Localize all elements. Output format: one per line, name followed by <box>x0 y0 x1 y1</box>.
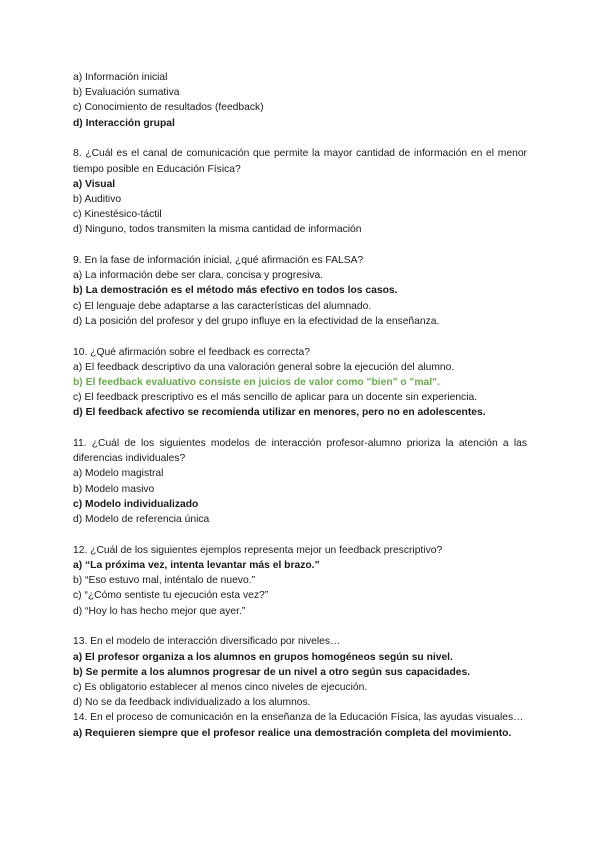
q7-option-b: b) Evaluación sumativa <box>73 87 180 99</box>
question-9 <box>73 253 527 329</box>
q9-option-d: d) La posición del profesor y del grupo influye en la efectividad de la enseñanza. <box>73 315 440 327</box>
question-14 <box>73 710 527 740</box>
q11-option-c: c) Modelo individualizado <box>73 498 199 510</box>
q11-option-b: b) Modelo masivo <box>73 483 155 495</box>
q8-option-b: b) Auditivo <box>73 193 122 205</box>
question-7-options <box>73 70 527 131</box>
q12-option-a: a) “La próxima vez, intenta levantar más el brazo.” <box>73 559 320 571</box>
question-13 <box>73 634 527 710</box>
q11-option-d: d) Modelo de referencia única <box>73 514 210 526</box>
question-10 <box>73 345 527 421</box>
q8-question-text: 8. ¿Cuál es el canal de comunicación que permite la mayor cantidad de información en el menor tiempo posible en Educación Física? <box>73 148 527 175</box>
q8-option-a: a) Visual <box>73 178 116 190</box>
q13-option-a: a) El profesor organiza a los alumnos en grupos homogéneos según su nivel. <box>73 651 453 663</box>
q7-option-a: a) Información inicial <box>73 72 168 83</box>
q13-option-b: b) Se permite a los alumnos progresar de un nivel a otro según sus capacidades. <box>73 666 471 678</box>
q13-option-c: c) Es obligatorio establecer al menos cinco niveles de ejecución. <box>73 681 368 693</box>
q9-option-a: a) La información debe ser clara, concisa y progresiva. <box>73 270 324 282</box>
q12-option-c: c) “¿Cómo sentiste tu ejecución esta vez?” <box>73 590 269 602</box>
q10-question-text: 10. ¿Qué afirmación sobre el feedback es correcta? <box>73 346 310 358</box>
q11-question-text: 11. ¿Cuál de los siguientes modelos de interacción profesor-alumno prioriza la atención a las diferencias individuales? <box>73 438 527 465</box>
q10-option-d: d) El feedback afectivo se recomienda utilizar en menores, pero no en adolescentes. <box>73 407 486 419</box>
q7-option-c: c) Conocimiento de resultados (feedback) <box>73 102 264 114</box>
q12-option-b: b) “Eso estuvo mal, inténtalo de nuevo.” <box>73 575 256 587</box>
q9-option-c: c) El lenguaje debe adaptarse a las características del alumnado. <box>73 300 372 312</box>
document-page <box>73 70 527 741</box>
q14-question-text: 14. En el proceso de comunicación en la enseñanza de la Educación Física, las ayudas visuales… <box>73 712 524 724</box>
q12-option-d: d) “Hoy lo has hecho mejor que ayer.” <box>73 605 246 617</box>
q8-option-d: d) Ninguno, todos transmiten la misma cantidad de información <box>73 224 362 236</box>
q8-option-c: c) Kinestésico-táctil <box>73 209 162 221</box>
q13-option-d: d) No se da feedback individualizado a los alumnos. <box>73 697 311 709</box>
question-8 <box>73 146 527 237</box>
q12-question-text: 12. ¿Cuál de los siguientes ejemplos representa mejor un feedback prescriptivo? <box>73 544 443 556</box>
question-12 <box>73 543 527 619</box>
q9-question-text: 9. En la fase de información inicial, ¿qué afirmación es FALSA? <box>73 255 364 267</box>
q7-option-d: d) Interacción grupal <box>73 117 175 129</box>
q11-option-a: a) Modelo magistral <box>73 468 164 480</box>
q10-option-c: c) El feedback prescriptivo es el más sencillo de aplicar para un docente sin experiencia. <box>73 392 478 404</box>
q14-option-a: a) Requieren siempre que el profesor realice una demostración completa del movimiento. <box>73 727 512 739</box>
question-11 <box>73 436 527 527</box>
q9-option-b: b) La demostración es el método más efectivo en todos los casos. <box>73 285 398 297</box>
q10-option-a: a) El feedback descriptivo da una valoración general sobre la ejecución del alumno. <box>73 361 455 373</box>
q10-option-b: b) El feedback evaluativo consiste en juicios de valor como "bien" o "mal". <box>73 376 440 388</box>
q13-question-text: 13. En el modelo de interacción diversificado por niveles… <box>73 636 341 648</box>
